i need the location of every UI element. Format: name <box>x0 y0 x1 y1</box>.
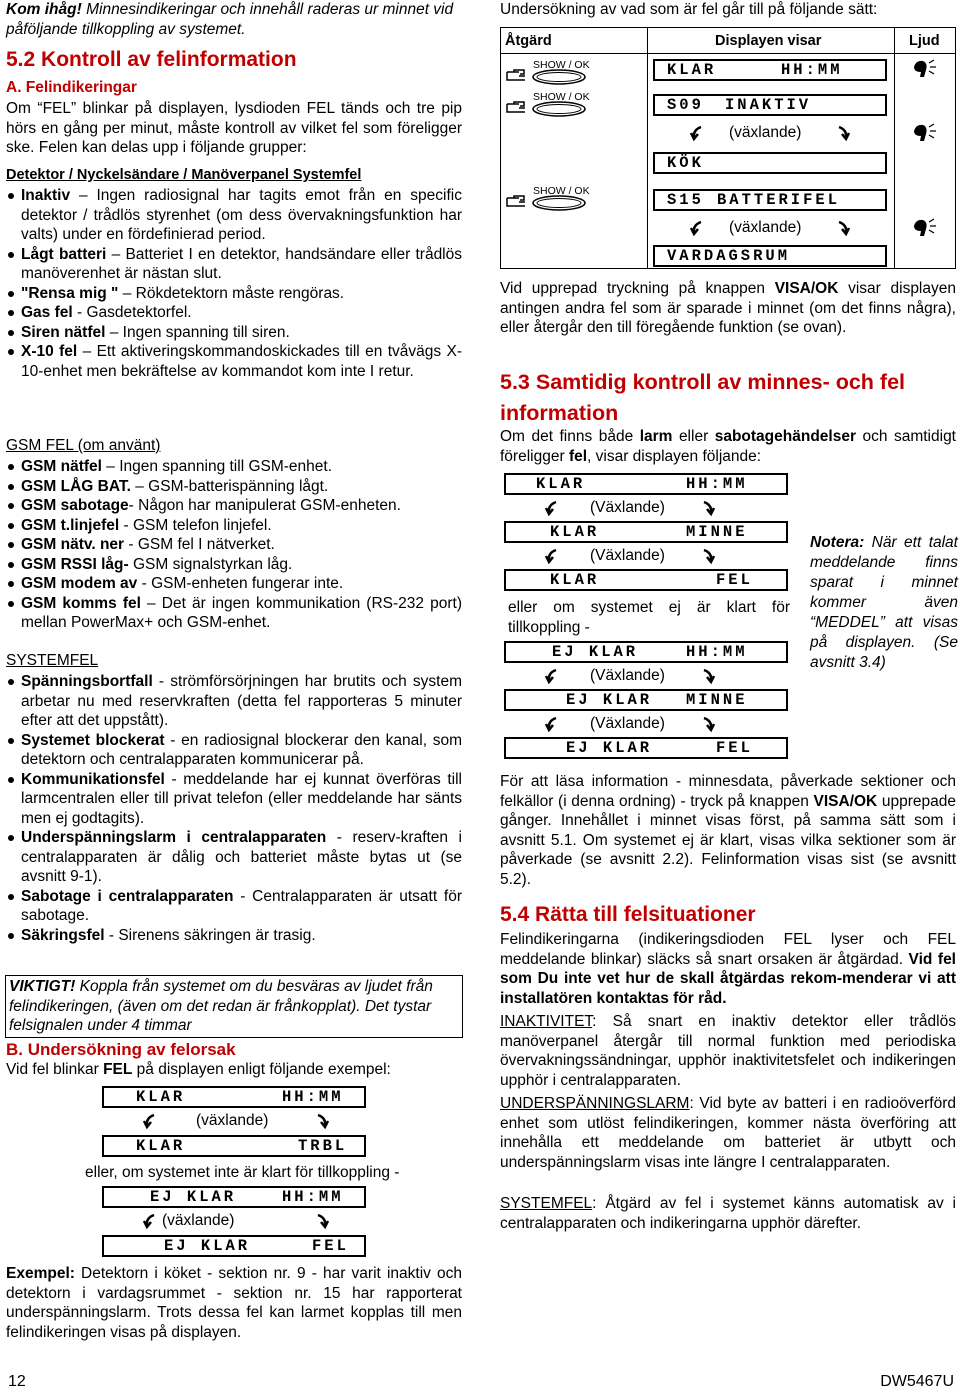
list-item <box>6 828 462 887</box>
arrow-left-icon <box>142 1112 160 1130</box>
fault-term: Gas fel <box>21 304 73 321</box>
note-box: Notera: När ett talat meddelande finns sparat i minnet kommer även “MEDDEL” att visas på displayen. (Se avsnitt 3.4) <box>810 534 958 671</box>
arrow-left-icon <box>689 124 707 142</box>
button-oval-icon <box>531 68 587 86</box>
sub-a-text: Om “FEL” blinkar på displayen, lysdioden FEL tänds och tre pip hörs en gång per minut, måste kontroll av vilket fel som föreligger ske. Felen kan delas upp i följande grupper: <box>6 100 462 156</box>
list-item <box>6 594 462 633</box>
list-item <box>6 731 462 770</box>
list-item <box>6 284 462 304</box>
alternating-row: (växlande) <box>689 122 849 144</box>
fault-term: GSM nätfel <box>21 458 102 475</box>
procedure-intro: Undersökning av vad som är fel går till på följande sätt: <box>500 1 878 18</box>
lcd-display: EJ KLAR FEL <box>504 737 788 759</box>
fault-separator: – <box>101 458 120 475</box>
fault-description: Batteriet I en detektor, handsändare eller trådlös manöverenhet är nästan slut. <box>21 245 462 282</box>
arrow-left-icon <box>544 499 562 517</box>
list-item <box>6 342 462 381</box>
fault-separator: - <box>72 304 87 321</box>
fault-separator: - <box>119 516 133 534</box>
sub-b-text: Vid fel blinkar FEL på displayen enligt följande exempel: <box>6 1061 391 1078</box>
arrow-right-icon <box>698 547 716 565</box>
fault-separator: - <box>137 575 152 592</box>
arrow-left-icon <box>544 667 562 685</box>
fault-term: Spänningsbortfall <box>21 673 153 690</box>
fault-term: GSM RSSI låg- <box>21 555 129 573</box>
alternating-row: (växlande) <box>689 217 849 239</box>
section-5-3-text: Om det finns både larm eller sabotagehändelser och samtidigt föreligger fel, visar displayen följande: <box>500 428 956 465</box>
lcd-display: KLAR HH:MM <box>504 473 788 495</box>
fault-description: GSM-batterispänning lågt. <box>148 477 329 495</box>
list-item <box>6 323 462 343</box>
fault-term: GSM LÅG BAT. <box>21 477 131 495</box>
fault-term: Lågt batteri <box>21 245 107 263</box>
fault-description: Det är ingen kommunikation (RS-232 port) mellan PowerMax+ och GSM-enhet. <box>21 594 463 631</box>
fault-term: Kommunikationsfel <box>21 770 165 788</box>
fault-separator: – <box>106 245 126 263</box>
pointing-hand-icon <box>505 68 531 84</box>
fault-description: meddelande har ej kunnat överföras till larmcentralen eller till privat telefon (eller meddelande har sänts men ej godtagits). <box>21 770 462 827</box>
fault-term: GSM modem av <box>21 575 138 592</box>
fault-separator: – <box>118 284 136 302</box>
fault-description: en radiosignal blockerar den kanal, som detektorn och centralapparaten kommunicerar på. <box>21 731 462 768</box>
procedure-table: Åtgärd Displayen visar Ljud SHOW / OK KLAR HH:MM SHOW / OK S09 INAKTIV (växlande) KÖK SHOW / OK S15 BATTERIFEL (växlande) VARDAGSRUM <box>500 27 956 269</box>
system-fault-text: SYSTEMFEL: Åtgärd av fel i systemet känns automatisk av i centralapparaten och indikeringarna upphör därefter. <box>500 1195 956 1232</box>
lcd-display: KLAR TRBL <box>102 1135 366 1157</box>
example-text: Exempel: Detektorn i köket - sektion nr. 9 - har varit inaktiv och detektorn i vardagsrummet - sektion nr. 15 har rapporterat underspänningslarm. Trots dessa fel kan larmet kopplas till men felindikeringen visas på displayen. <box>6 1265 462 1341</box>
fault-description: Rökdetektorn måste rengöras. <box>135 284 345 302</box>
header-display: Displayen visar <box>715 33 822 49</box>
fault-description: GSM telefon linjefel. <box>132 516 272 534</box>
fault-description: strömförsörjningen har brutits och system arbetar nu med reservkraften (detta fel rapporteras 5 minuter efter att det uppstått). <box>21 673 462 729</box>
list-item <box>6 672 462 731</box>
list-item <box>6 535 462 555</box>
speaker-icon <box>911 122 937 144</box>
button-oval-icon <box>531 100 587 118</box>
arrow-right-icon <box>833 124 851 142</box>
lcd-display: S15 BATTERIFEL <box>653 189 887 211</box>
lcd-display: EJ KLAR HH:MM <box>504 641 788 663</box>
lcd-display: EJ KLAR MINNE <box>504 689 788 711</box>
lcd-display: EJ KLAR HH:MM <box>102 1186 366 1208</box>
lcd-display: KÖK <box>653 152 887 174</box>
arrow-right-icon <box>312 1212 330 1230</box>
pointing-hand-icon <box>505 194 531 210</box>
list-item <box>6 516 462 536</box>
alternating-row: (växlande) <box>142 1210 332 1232</box>
fault-separator: – <box>130 477 149 495</box>
lcd-display: KLAR HH:MM <box>653 59 887 81</box>
fault-description: GSM fel I nätverket. <box>137 536 275 553</box>
fault-term: Underspänningslarm i centralapparaten <box>21 829 327 846</box>
list-item <box>6 303 462 323</box>
document-code: DW5467U <box>880 1372 954 1390</box>
fault-separator: – <box>140 594 162 612</box>
fault-separator: - <box>164 731 182 749</box>
sub-a-heading: A. Felindikeringar <box>6 79 137 96</box>
arrow-right-icon <box>698 715 716 733</box>
section-5-4-heading: 5.4 Rätta till felsituationer <box>500 903 756 926</box>
arrow-right-icon <box>312 1112 330 1130</box>
fault-term: X-10 fel <box>21 343 78 360</box>
fault-description: Ingen radiosignal har tagits emot från en specific detektor / trådlös styrenhet (om dess övervakningsfunktion har valts) under en fördefinierad period. <box>21 187 462 243</box>
fault-term: Säkringsfel <box>21 926 105 944</box>
list-item <box>6 926 462 946</box>
alternating-row: (växlande) <box>142 1110 332 1132</box>
section-5-2-heading: 5.2 Kontroll av felinformation <box>6 48 297 71</box>
detector-groups-heading: Detektor / Nyckelsändare / Manöverpanel Systemfel <box>6 167 362 183</box>
header-sound: Ljud <box>909 33 940 49</box>
lcd-display: VARDAGSRUM <box>653 245 887 267</box>
repeat-text: Vid upprepad tryckning på knappen VISA/OK visar displayen antingen andra fel som är sparade i minnet (om det finns några), eller återgår den till föregående funktion (se ovan). <box>500 280 956 336</box>
arrow-left-icon <box>689 219 707 237</box>
fault-separator: – <box>105 323 123 341</box>
detector-fault-list <box>6 186 462 381</box>
lcd-display: KLAR FEL <box>504 569 788 591</box>
fault-description: Någon har manipulerat GSM-enheten. <box>138 497 401 514</box>
fault-separator: – <box>77 343 97 360</box>
arrow-right-icon <box>833 219 851 237</box>
fault-description: GSM signalstyrkan låg. <box>132 555 293 573</box>
fault-separator: - <box>128 497 139 514</box>
fault-term: Inaktiv <box>21 187 71 204</box>
fault-description: Sirenens säkringen är trasig. <box>118 926 316 944</box>
gsm-heading: GSM FEL (om använt) <box>6 437 161 454</box>
or-text: eller, om systemet inte är klart för tillkoppling - <box>85 1164 400 1181</box>
system-heading: SYSTEMFEL <box>6 652 99 669</box>
section-5-4-text: Felindikeringarna (indikeringsdioden FEL lyser och FEL meddelande blinkar) släcks så snart orsaken är åtgärdad. Vid fel som Du inte vet hur de skall åtgärdas rekom-menderar vi att installatören kontaktas för råd. <box>500 931 956 1007</box>
speaker-icon <box>911 58 937 80</box>
fault-separator: - <box>124 536 138 553</box>
not-ready-text: eller om systemet ej är klart för tillkoppling - <box>508 599 790 636</box>
list-item <box>6 555 462 575</box>
list-item <box>6 496 462 516</box>
list-item <box>6 887 462 926</box>
system-fault-list <box>6 672 462 945</box>
fault-term: GSM sabotage <box>21 497 129 514</box>
sub-b-heading: B. Undersökning av felorsak <box>6 1040 236 1059</box>
inactivity-text: INAKTIVITET: Så snart en inaktiv detektor eller trådlös manöverpanel återgår till normal funktion med periodiska övervakningssändningar, upphör inaktivitetsfelet och indikeringen upphör i centralapparaten. <box>500 1013 956 1089</box>
list-item <box>6 245 462 284</box>
fault-separator: - <box>152 673 171 690</box>
fault-term: GSM nätv. ner <box>21 536 125 553</box>
fault-description: Ingen spanning till GSM-enhet. <box>119 458 333 475</box>
read-info-text: För att läsa information - minnesdata, påverkade sektioner och felkällor (i denna ordning) - tryck på knappen VISA/OK upprepade gånger. Innehållet i minnet visas först, på samma sätt som i avsnitt 5.1. Om systemet ej är klart, visas vilka sektioner som är påverkade (se avsnitt 2.2). Felinformation visas sist (se avsnitt 5.2). <box>500 773 956 888</box>
page-number: 12 <box>8 1372 26 1390</box>
fault-description: Ingen spanning till siren. <box>122 323 290 341</box>
fault-term: Sabotage i centralapparaten <box>21 887 234 905</box>
list-item <box>6 574 462 594</box>
fault-separator: - <box>104 926 119 944</box>
fault-term: Siren nätfel <box>21 323 106 341</box>
list-item <box>6 477 462 497</box>
fault-description: Ett aktiveringskommandoskickades till en tvåvägs X-10-enhet men bekräftelse av kommandot kom inte I retur. <box>21 343 462 380</box>
pointing-hand-icon <box>505 100 531 116</box>
fault-description: reserv-kraften i centralapparaten är dålig och batteriet måste bytas ut (se avsnitt 9-1). <box>21 829 462 885</box>
gsm-fault-list <box>6 457 462 633</box>
header-action: Åtgärd <box>505 33 552 49</box>
list-item <box>6 457 462 477</box>
fault-description: Gasdetektorfel. <box>86 304 192 321</box>
fault-separator: - <box>326 829 353 846</box>
lcd-display: KLAR HH:MM <box>102 1086 366 1108</box>
section-5-3-heading: 5.3 Samtidig kontroll av minnes- och fel information <box>500 370 906 425</box>
fault-description: Centralapparaten är utsatt för sabotage. <box>21 887 462 924</box>
speaker-icon <box>911 217 937 239</box>
alternating-row: (Växlande) <box>544 497 744 519</box>
lcd-display: KLAR MINNE <box>504 521 788 543</box>
fault-term: Systemet blockerat <box>21 731 165 749</box>
list-item <box>6 186 462 245</box>
reminder-note: Kom ihåg! Minnesindikeringar och innehåll raderas ur minnet vid påföljande tillkoppling av systemet. <box>6 1 454 38</box>
fault-term: GSM komms fel <box>21 594 141 612</box>
fault-separator: - <box>164 770 184 788</box>
fault-separator: – <box>70 187 97 204</box>
list-item <box>6 770 462 829</box>
alternating-row: (Växlande) <box>544 665 744 687</box>
fault-term: "Rensa mig " <box>21 284 119 302</box>
button-oval-icon <box>531 194 587 212</box>
lcd-display: S09 INAKTIV <box>653 94 887 116</box>
arrow-left-icon <box>544 715 562 733</box>
arrow-right-icon <box>698 499 716 517</box>
fault-separator: - <box>233 887 253 905</box>
low-voltage-text: UNDERSPÄNNINGSLARM: Vid byte av batteri i en radioöverförd enhet som utlöst felindikeringen, kommer nästa överföring att innehålla ett meddelande om batteriet är utbytt och underspänningslarm visas inte längre I centralapparaten. <box>500 1095 956 1171</box>
alternating-row: (Växlande) <box>544 545 744 567</box>
lcd-display: EJ KLAR FEL <box>102 1235 366 1257</box>
fault-description: GSM-enheten fungerar inte. <box>151 575 344 592</box>
arrow-right-icon <box>698 667 716 685</box>
alternating-row: (Växlande) <box>544 713 744 735</box>
arrow-left-icon <box>544 547 562 565</box>
fault-term: GSM t.linjefel <box>21 516 120 534</box>
warning-box: VIKTIGT! Koppla från systemet om du besväras av ljudet från felindikeringen, (även om det redan är frånkopplat). Det tystar felsignalen under 4 timmar <box>5 975 463 1038</box>
arrow-left-icon <box>142 1212 160 1230</box>
